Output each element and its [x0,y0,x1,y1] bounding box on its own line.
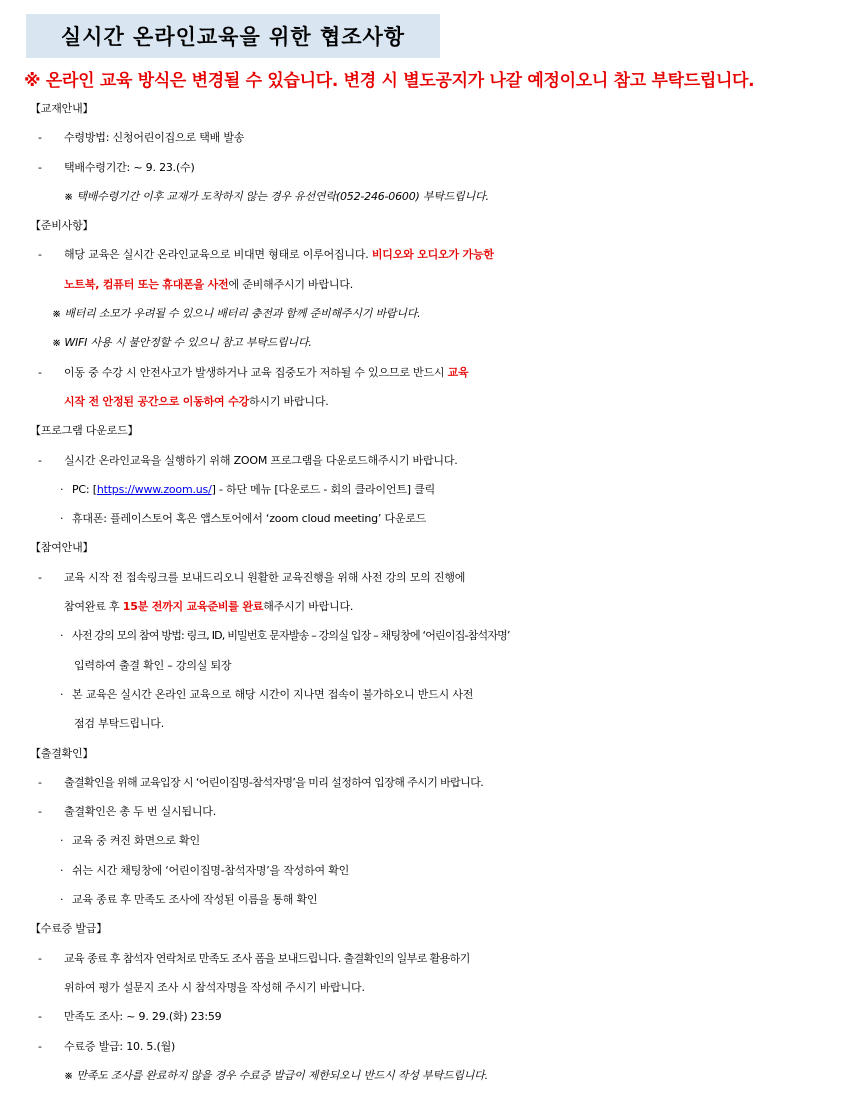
highlight-text: 교육 [447,365,469,379]
highlight-text: 15분 전까지 교육준비를 완료 [122,600,264,614]
dot-marker: · [60,629,64,643]
battery-note: ※ 배터리 소모가 우려될 수 있으니 배터리 충전과 함께 준비해주시기 바랍니다. [52,307,421,321]
page-title: 실시간 온라인교육을 위한 협조사항 [60,25,406,49]
document-body [0,94,860,1090]
dash-marker: - [38,1010,42,1024]
list-item [0,944,860,973]
list-item [0,240,860,269]
item-text: 출결확인을 위해 교육입장 시 ‘어린이집명-참석자명’을 미리 설정하여 입장해 주시기 바랍니다. [64,775,484,789]
list-item-continuation: 위하여 평가 설문지 조사 시 참석자명을 작성해 주시기 바랍니다. [64,980,365,994]
list-item-continuation [0,270,860,299]
wifi-note: ※ WIFI 사용 시 불안정할 수 있으니 참고 부탁드립니다. [52,336,312,350]
list-item [0,563,860,592]
item-text: 쉬는 시간 채팅창에 ‘어린이집명-참석자명’을 작성하여 확인 [72,863,350,877]
item-text: 에 준비해주시기 바랍니다. [228,277,354,291]
sub-list-item [0,504,860,533]
list-item-continuation [0,387,860,416]
sub-list-item [0,475,860,504]
item-text: 교육 종료 후 만족도 조사에 작성된 이름을 통해 확인 [72,893,318,907]
item-text: 수령방법: 신청어린이집으로 택배 발송 [64,131,245,145]
item-text: 교육 시작 전 접속링크를 보내드리오니 원활한 교육진행을 위해 사전 강의 모의 진행에 [64,570,466,584]
sub-list-item-continuation: 입력하여 출결 확인 – 강의실 퇴장 [74,658,232,672]
list-item [0,797,860,826]
highlight-text: 노트북, 컴퓨터 또는 휴대폰을 사전 [64,277,229,291]
item-text: 해주시기 바랍니다. [263,600,354,614]
item-text: 교육 중 켜진 화면으로 확인 [72,834,200,848]
dot-marker: · [60,687,64,701]
dot-marker: · [60,482,64,496]
sub-list-item [0,621,860,650]
item-text: 참여완료 후 [64,600,123,614]
dash-marker: - [38,1039,42,1053]
highlight-text: 비디오와 오디오가 가능한 [371,248,494,262]
section-header-download: 【프로그램 다운로드】 [30,424,139,438]
list-item [0,1002,860,1031]
change-notice: ※ 온라인 교육 방식은 변경될 수 있습니다. 변경 시 별도공지가 나갈 예정이오니 참고 부탁드립니다. [24,71,755,91]
dash-marker: - [38,248,42,262]
section-header-materials: 【교재안내】 [30,102,94,115]
section-header-prep: 【준비사항】 [30,219,94,233]
item-text: 사전 강의 모의 참여 방법: 링크, ID, 비밀번호 문자발송 – 강의실 입장 – 채팅창에 ‘어린이집-참석자명’ [72,629,510,643]
list-item [0,768,860,797]
title-box [26,14,440,58]
dash-marker: - [38,160,42,174]
item-text: 교육 종료 후 참석자 연락처로 만족도 조사 폼을 보내드립니다. 출결확인의 일부로 활용하기 [64,951,470,965]
list-item [0,446,860,475]
list-item-continuation [0,592,860,621]
item-text: 택배수령기간: ~ 9. 23.(수) [64,160,195,174]
sub-list-item [0,885,860,914]
dash-marker: - [38,131,42,145]
item-text: PC: [ [72,482,97,496]
list-item [0,358,860,387]
item-text: 실시간 온라인교육을 실행하기 위해 ZOOM 프로그램을 다운로드해주시기 바랍니다. [64,453,458,467]
item-text: ] - 하단 메뉴 [다운로드 - 회의 클라이언트] 클릭 [211,482,436,496]
highlight-text: 시작 전 안정된 공간으로 이동하여 수강 [64,394,249,408]
dash-marker: - [38,805,42,819]
dot-marker: · [60,834,64,848]
dot-marker: · [60,893,64,907]
sub-list-item-continuation: 점검 부탁드립니다. [74,717,165,731]
sub-list-item [0,826,860,855]
dash-marker: - [38,570,42,584]
item-text: 만족도 조사: ~ 9. 29.(화) 23:59 [64,1010,222,1024]
section-header-participation: 【참여안내】 [30,541,94,555]
sub-list-item [0,680,860,709]
section-header-attendance: 【출결확인】 [30,746,94,760]
item-text: 본 교육은 실시간 온라인 교육으로 해당 시간이 지나면 접속이 불가하오니 반드시 사전 [72,687,474,701]
item-text: 이동 중 수강 시 안전사고가 발생하거나 교육 집중도가 저하될 수 있으므로 반드시 [64,365,448,379]
dash-marker: - [38,951,42,965]
dash-marker: - [38,365,42,379]
dash-marker: - [38,775,42,789]
list-item [0,1032,860,1061]
item-text: 하시기 바랍니다. [248,394,329,408]
list-item [0,123,860,152]
item-text: 휴대폰: 플레이스토어 혹은 앱스토어에서 ‘zoom cloud meeting’ 다운로드 [72,512,427,526]
section-header-certificate: 【수료증 발급】 [30,922,108,936]
item-text: 출결확인은 총 두 번 실시됩니다. [64,805,217,819]
certificate-note: ※ 만족도 조사를 완료하지 않을 경우 수료증 발급이 제한되오니 반드시 작성 부탁드립니다. [64,1068,488,1082]
item-text: 해당 교육은 실시간 온라인교육으로 비대면 형태로 이루어집니다. [64,248,372,262]
list-item [0,153,860,182]
item-text: 수료증 발급: 10. 5.(월) [64,1039,176,1053]
dot-marker: · [60,512,64,526]
sub-list-item [0,856,860,885]
zoom-download-link[interactable]: https://www.zoom.us/ [96,482,212,496]
dash-marker: - [38,453,42,467]
dot-marker: · [60,863,64,877]
materials-note: ※ 택배수령기간 이후 교재가 도착하지 않는 경우 유선연락(052-246-0600) 부탁드립니다. [64,189,489,203]
